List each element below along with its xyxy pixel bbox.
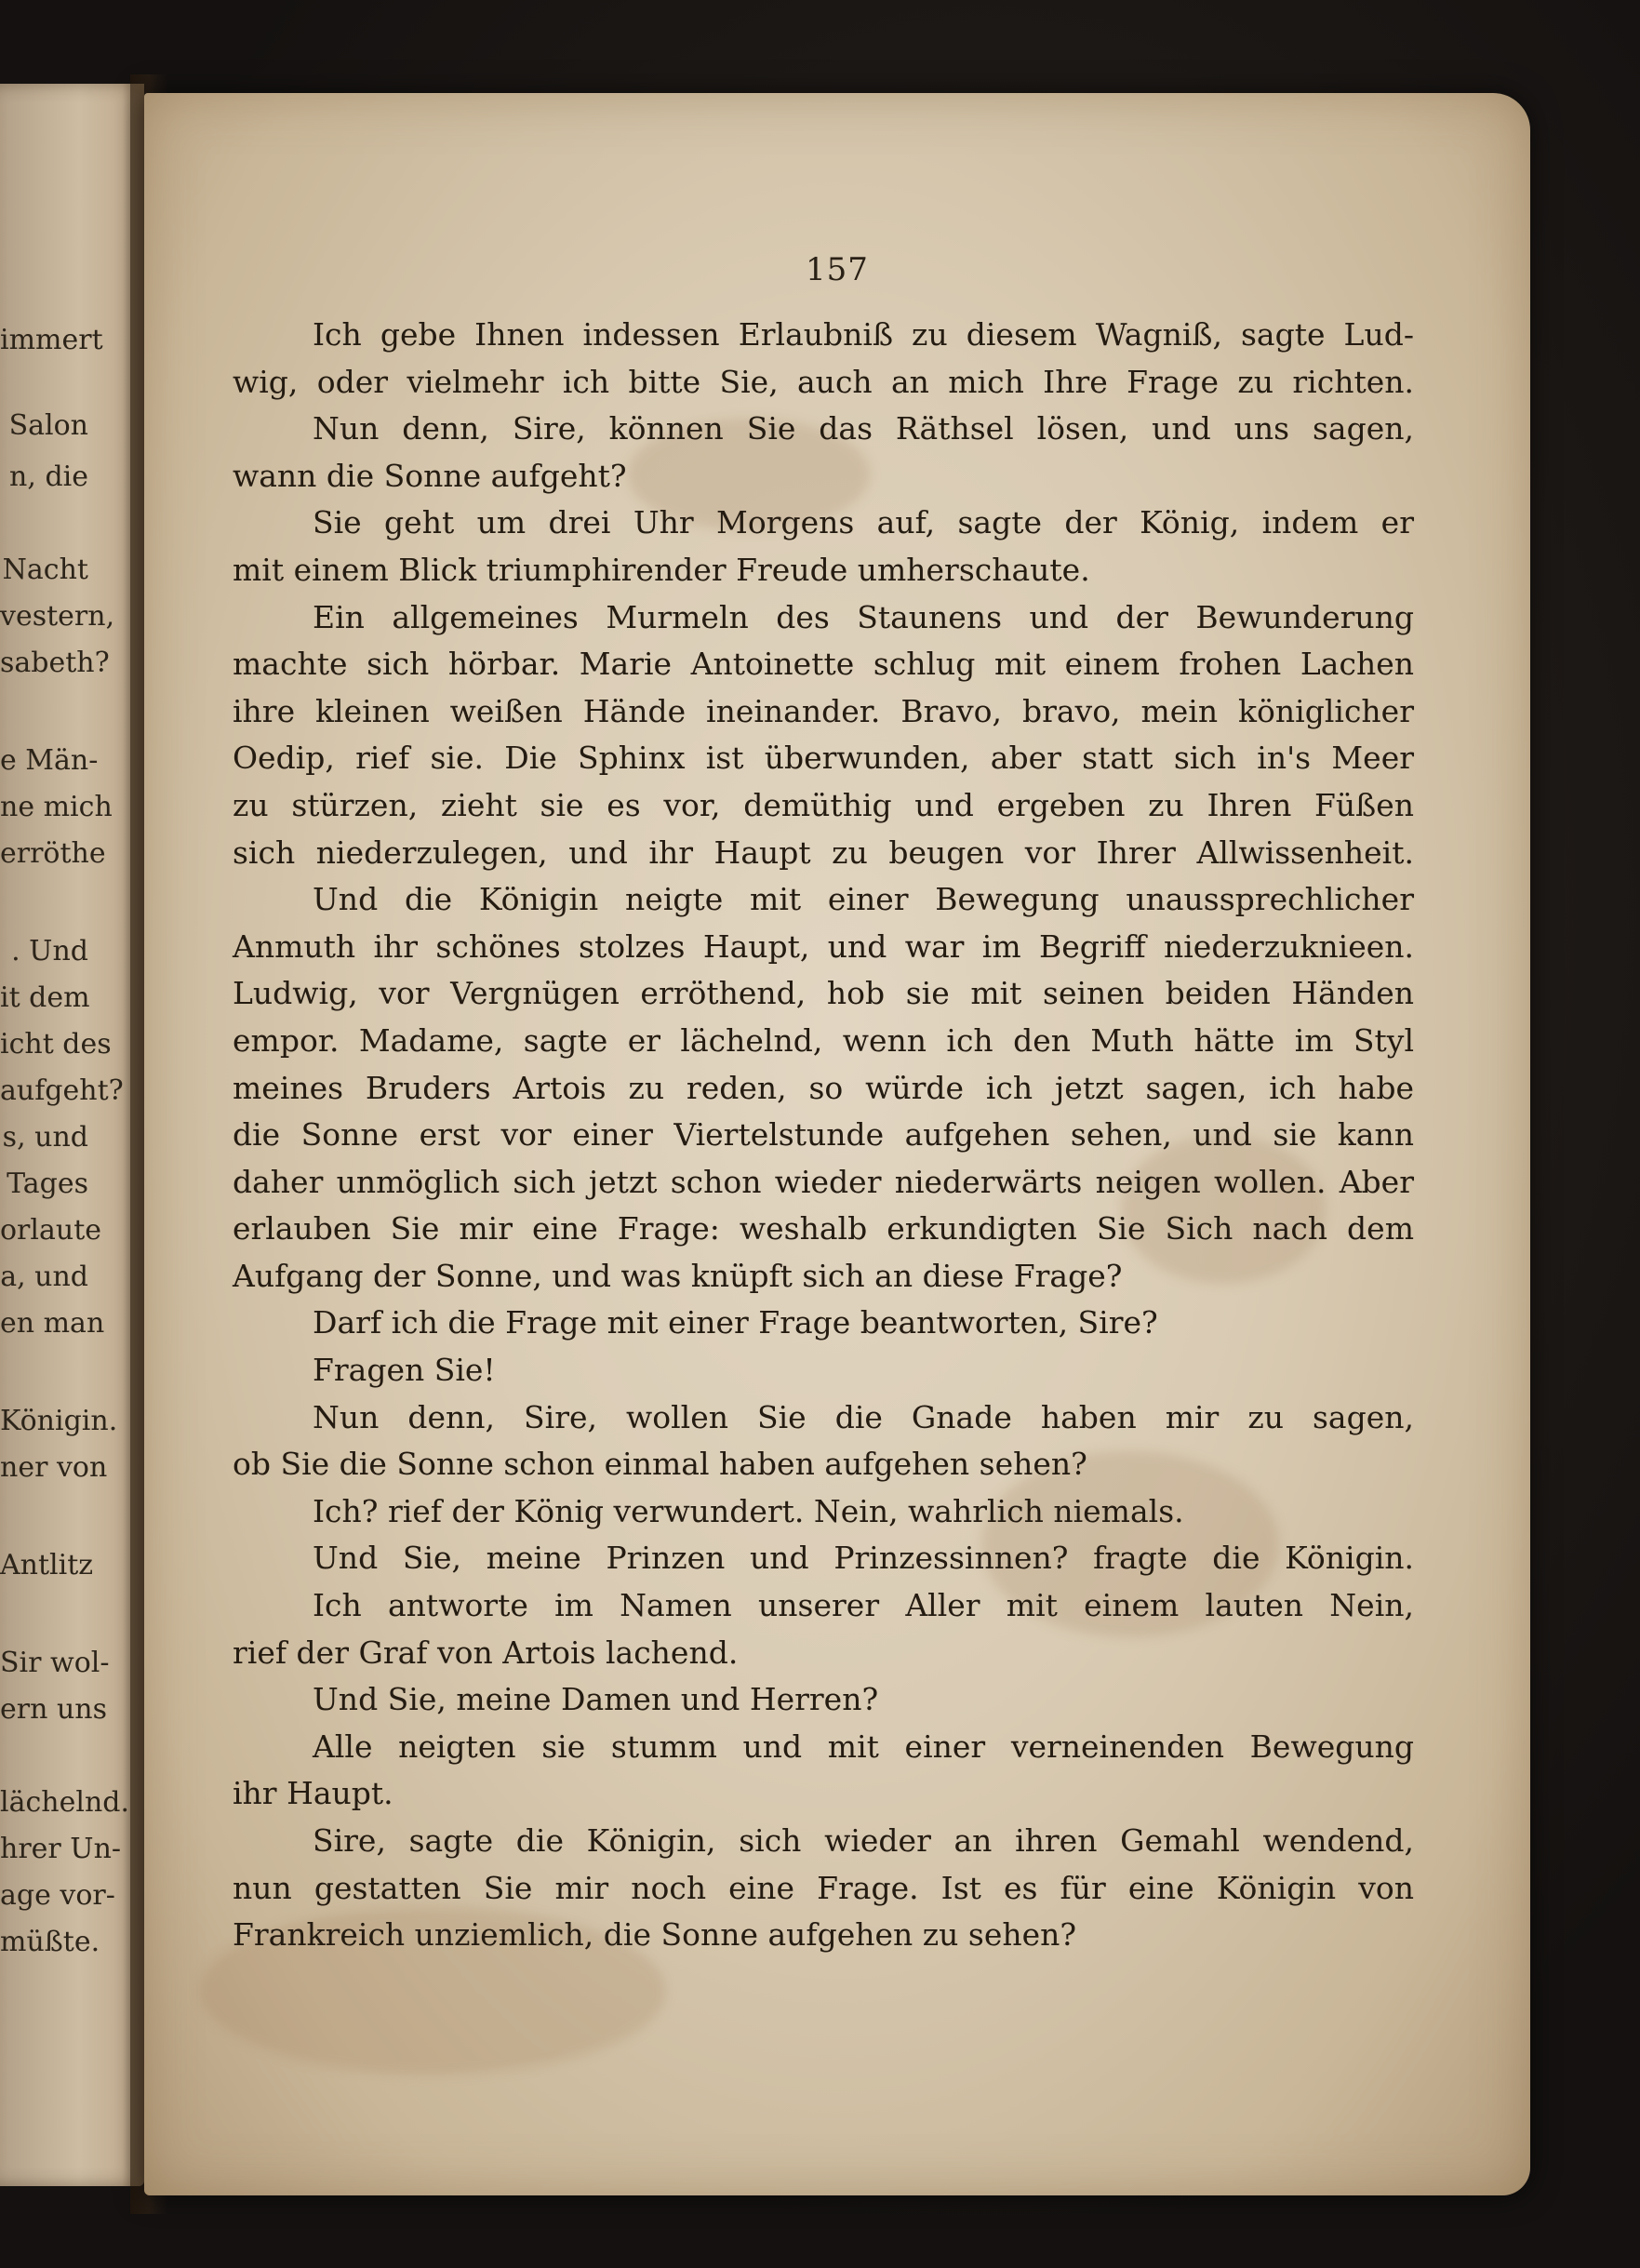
- left-page-fragment: Nacht: [2, 554, 88, 586]
- text-line: ob Sie die Sonne schon einmal haben aufgehen sehen?: [233, 1446, 1087, 1483]
- text-line: ihre kleinen weißen Hände ineinander. Bravo, bravo, mein königlicher: [233, 692, 1414, 729]
- text-line: Aufgang der Sonne, und was knüpft sich an diese Frage?: [233, 1257, 1123, 1294]
- left-page-fragment: ern uns: [0, 1693, 107, 1726]
- left-page-fragment: Antlitz: [0, 1549, 94, 1581]
- text-line: Nun denn, Sire, können Sie das Räthsel lösen, und uns sagen,: [313, 410, 1414, 447]
- text-line: Oedip, rief sie. Die Sphinx ist überwunden, aber statt sich in's Meer: [233, 740, 1414, 777]
- page-number: 157: [806, 251, 869, 288]
- text-line: erlauben Sie mir eine Frage: weshalb erkundigten Sie Sich nach dem: [233, 1210, 1414, 1247]
- left-page-fragment: icht des: [0, 1028, 112, 1061]
- text-line: Ich? rief der König verwundert. Nein, wahrlich niemals.: [313, 1492, 1184, 1529]
- left-page-fragment: lächelnd.: [0, 1786, 130, 1819]
- left-page-fragment: a, und: [0, 1261, 88, 1293]
- text-line: Alle neigten sie stumm und mit einer verneinenden Bewegung: [313, 1728, 1414, 1765]
- left-page-fragment: immert: [0, 324, 103, 356]
- text-line: wann die Sonne aufgeht?: [233, 457, 627, 494]
- text-line: empor. Madame, sagte er lächelnd, wenn ich den Muth hätte im Styl: [233, 1021, 1414, 1059]
- left-page-fragment: erröthe: [0, 837, 106, 870]
- left-page-fragment: Königin.: [0, 1405, 118, 1437]
- left-page-fragment: it dem: [0, 981, 90, 1014]
- text-line: Und die Königin neigte mit einer Bewegung unaussprechlicher: [313, 881, 1414, 918]
- text-line: Und Sie, meine Damen und Herren?: [313, 1681, 879, 1718]
- left-page-fragment: en man: [0, 1307, 105, 1340]
- page-body-text: [233, 312, 1414, 1959]
- left-page-fragment: age vor-: [0, 1879, 115, 1912]
- text-line: Nun denn, Sire, wollen Sie die Gnade haben mir zu sagen,: [313, 1398, 1414, 1435]
- text-line: mit einem Blick triumphirender Freude umherschaute.: [233, 551, 1090, 588]
- text-line: zu stürzen, zieht sie es vor, demüthig und ergeben zu Ihren Füßen: [233, 786, 1414, 823]
- text-line: Sie geht um drei Uhr Morgens auf, sagte der König, indem er: [313, 504, 1414, 541]
- text-line: meines Bruders Artois zu reden, so würde ich jetzt sagen, ich habe: [233, 1069, 1414, 1106]
- text-line: nun gestatten Sie mir noch eine Frage. Ist es für eine Königin von: [233, 1869, 1414, 1906]
- left-page-fragment: müßte.: [0, 1926, 100, 1958]
- text-line: Darf ich die Frage mit einer Frage beantworten, Sire?: [313, 1304, 1158, 1341]
- left-page-fragment: ner von: [0, 1451, 108, 1484]
- left-page-fragment: s, und: [2, 1121, 88, 1154]
- text-line: sich niederzulegen, und ihr Haupt zu beugen vor Ihrer Allwissenheit.: [233, 834, 1414, 871]
- left-page-fragment: Tages: [7, 1167, 88, 1200]
- text-line: machte sich hörbar. Marie Antoinette schlug mit einem frohen Lachen: [233, 646, 1414, 683]
- left-page-fragment: vestern,: [0, 600, 115, 633]
- left-page-fragment: sabeth?: [0, 647, 110, 679]
- text-line: daher unmöglich sich jetzt schon wieder niederwärts neigen wollen. Aber: [233, 1163, 1414, 1200]
- text-line: rief der Graf von Artois lachend.: [233, 1634, 739, 1671]
- left-page-fragment: Sir wol-: [0, 1647, 110, 1679]
- left-page-fragment: aufgeht?: [0, 1074, 124, 1107]
- left-page-fragment: Salon: [8, 409, 88, 442]
- left-page-fragment: n, die: [9, 460, 88, 493]
- previous-page-edge: [0, 84, 144, 2186]
- text-line: ihr Haupt.: [233, 1775, 393, 1812]
- text-line: Ein allgemeines Murmeln des Staunens und der Bewunderung: [313, 598, 1414, 635]
- left-page-fragment: e Män-: [0, 744, 99, 777]
- text-line: wig, oder vielmehr ich bitte Sie, auch an mich Ihre Frage zu richten.: [233, 363, 1414, 400]
- text-line: Ludwig, vor Vergnügen erröthend, hob sie mit seinen beiden Händen: [233, 975, 1414, 1012]
- text-line: Ich gebe Ihnen indessen Erlaubniß zu diesem Wagniß, sagte Lud-: [313, 316, 1414, 353]
- text-line: Sire, sagte die Königin, sich wieder an ihren Gemahl wendend,: [313, 1822, 1414, 1859]
- text-line: die Sonne erst vor einer Viertelstunde aufgehen sehen, und sie kann: [233, 1116, 1414, 1154]
- text-line: Ich antworte im Namen unserer Aller mit einem lauten Nein,: [313, 1587, 1414, 1624]
- left-page-fragment: orlaute: [0, 1214, 102, 1247]
- text-line: Und Sie, meine Prinzen und Prinzessinnen? fragte die Königin.: [313, 1540, 1414, 1577]
- left-page-fragment: ne mich: [0, 791, 113, 823]
- text-line: Frankreich unziemlich, die Sonne aufgehen zu sehen?: [233, 1916, 1077, 1954]
- book-page: [144, 93, 1530, 2195]
- text-line: Anmuth ihr schönes stolzes Haupt, und war im Begriff niederzuknieen.: [233, 927, 1414, 965]
- left-page-fragment: . Und: [11, 935, 88, 967]
- text-line: Fragen Sie!: [313, 1352, 496, 1389]
- left-page-fragment: hrer Un-: [0, 1833, 122, 1865]
